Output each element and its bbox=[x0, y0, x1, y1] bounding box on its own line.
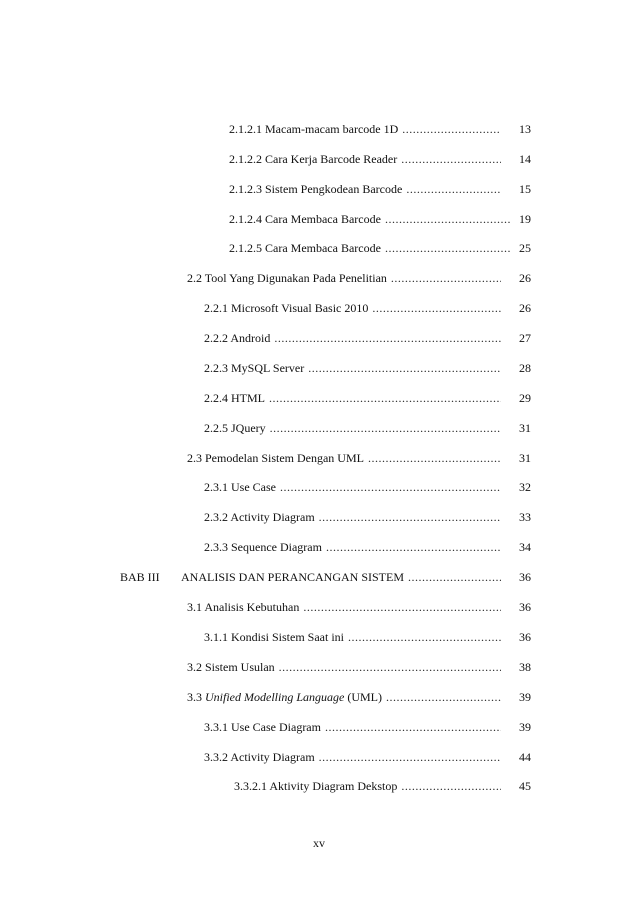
toc-page-number: 33 bbox=[519, 510, 531, 524]
toc-entry-label: 3.1.1 Kondisi Sistem Saat ini bbox=[204, 630, 345, 644]
dot-leader bbox=[326, 538, 501, 556]
toc-page-number: 45 bbox=[519, 779, 531, 793]
toc-entry-label bbox=[187, 688, 382, 706]
toc-entry bbox=[0, 389, 638, 407]
label-suffix: (UML) bbox=[344, 690, 382, 704]
toc-entry bbox=[0, 449, 638, 467]
toc-entry bbox=[0, 150, 638, 168]
toc-entry bbox=[0, 239, 638, 257]
chapter-number: BAB III bbox=[120, 570, 160, 584]
toc-entry-label: 2.3.3 Sequence Diagram bbox=[204, 540, 322, 554]
toc-entry-label: 2.2 Tool Yang Digunakan Pada Penelitian bbox=[187, 271, 387, 285]
toc-page-number: 39 bbox=[519, 720, 531, 734]
toc-page-number: 36 bbox=[519, 570, 531, 584]
dot-leader bbox=[319, 508, 501, 526]
toc-entry-label: 2.1.2.2 Cara Kerja Barcode Reader bbox=[229, 152, 398, 166]
page-number-footer: xv bbox=[313, 836, 325, 850]
dot-leader bbox=[385, 210, 511, 228]
toc-page-number: 14 bbox=[519, 152, 531, 166]
toc-entry-label: 2.3 Pemodelan Sistem Dengan UML bbox=[187, 451, 364, 465]
toc-page-number: 15 bbox=[519, 182, 531, 196]
toc-entry bbox=[0, 210, 638, 228]
toc-entry bbox=[0, 508, 638, 526]
dot-leader bbox=[319, 748, 501, 766]
toc-entry-label: 2.2.2 Android bbox=[204, 331, 271, 345]
dot-leader bbox=[303, 598, 501, 616]
toc-entry-label: 2.1.2.5 Cara Membaca Barcode bbox=[229, 241, 381, 255]
toc-page-number: 36 bbox=[519, 630, 531, 644]
toc-entry bbox=[0, 598, 638, 616]
toc-page-number: 25 bbox=[519, 241, 531, 255]
toc-page-number: 36 bbox=[519, 600, 531, 614]
toc-entry bbox=[0, 628, 638, 646]
toc-entry bbox=[0, 777, 638, 795]
toc-entry-label: 2.1.2.1 Macam-macam barcode 1D bbox=[229, 122, 399, 136]
toc-entry-label: 2.1.2.3 Sistem Pengkodean Barcode bbox=[229, 182, 403, 196]
toc-entry-label: 3.2 Sistem Usulan bbox=[187, 660, 275, 674]
toc-page-number: 26 bbox=[519, 271, 531, 285]
toc-page-number: 38 bbox=[519, 660, 531, 674]
dot-leader bbox=[408, 568, 501, 586]
toc-entry-label: 2.3.2 Activity Diagram bbox=[204, 510, 315, 524]
dot-leader bbox=[391, 269, 501, 287]
toc-page-number: 28 bbox=[519, 361, 531, 375]
toc-page-number: 13 bbox=[519, 122, 531, 136]
toc-entry-label: 2.2.3 MySQL Server bbox=[204, 361, 305, 375]
toc-entry-label: 3.3.2 Activity Diagram bbox=[204, 750, 315, 764]
dot-leader bbox=[406, 180, 501, 198]
toc-entry bbox=[0, 748, 638, 766]
toc-entry-label: 2.2.4 HTML bbox=[204, 391, 265, 405]
toc-entry bbox=[0, 180, 638, 198]
dot-leader bbox=[348, 628, 501, 646]
dot-leader bbox=[308, 359, 501, 377]
toc-chapter-entry bbox=[0, 568, 638, 586]
toc-entry bbox=[0, 329, 638, 347]
dot-leader bbox=[385, 239, 511, 257]
toc-entry bbox=[0, 718, 638, 736]
dot-leader bbox=[372, 299, 501, 317]
label-prefix: 3.3 bbox=[187, 690, 205, 704]
toc-entry-label: 2.3.1 Use Case bbox=[204, 480, 276, 494]
dot-leader bbox=[279, 658, 501, 676]
dot-leader bbox=[401, 150, 501, 168]
label-italic: Unified Modelling Language bbox=[205, 690, 345, 704]
toc-entry-label: 3.3.2.1 Aktivity Diagram Dekstop bbox=[234, 779, 398, 793]
toc-entry bbox=[0, 419, 638, 437]
toc-entry bbox=[0, 478, 638, 496]
dot-leader bbox=[401, 777, 501, 795]
dot-leader bbox=[274, 329, 501, 347]
toc-page-number: 26 bbox=[519, 301, 531, 315]
dot-leader bbox=[280, 478, 501, 496]
dot-leader bbox=[386, 688, 501, 706]
toc-entry-label: 3.3.1 Use Case Diagram bbox=[204, 720, 321, 734]
toc-entry-label: 3.1 Analisis Kebutuhan bbox=[187, 600, 300, 614]
toc-entry bbox=[0, 538, 638, 556]
toc-entry bbox=[0, 269, 638, 287]
toc-entry bbox=[0, 359, 638, 377]
toc-page-number: 27 bbox=[519, 331, 531, 345]
toc-page-number: 29 bbox=[519, 391, 531, 405]
toc-entry bbox=[0, 299, 638, 317]
toc-entry-label: 2.1.2.4 Cara Membaca Barcode bbox=[229, 212, 381, 226]
toc-page-number: 31 bbox=[519, 451, 531, 465]
dot-leader bbox=[402, 120, 501, 138]
toc-page-number: 34 bbox=[519, 540, 531, 554]
toc-page-number: 31 bbox=[519, 421, 531, 435]
dot-leader bbox=[325, 718, 501, 736]
toc-entry bbox=[0, 658, 638, 676]
toc-page-number: 32 bbox=[519, 480, 531, 494]
toc-entry-label: 2.2.1 Microsoft Visual Basic 2010 bbox=[204, 301, 369, 315]
toc-entry bbox=[0, 688, 638, 706]
toc-entry-label: 2.2.5 JQuery bbox=[204, 421, 266, 435]
dot-leader bbox=[270, 419, 501, 437]
toc-entry-label: ANALISIS DAN PERANCANGAN SISTEM bbox=[181, 570, 405, 584]
toc-page-number: 44 bbox=[519, 750, 531, 764]
toc-entry bbox=[0, 120, 638, 138]
toc-page-number: 19 bbox=[519, 212, 531, 226]
dot-leader bbox=[368, 449, 501, 467]
dot-leader bbox=[269, 389, 501, 407]
toc-page-number: 39 bbox=[519, 690, 531, 704]
